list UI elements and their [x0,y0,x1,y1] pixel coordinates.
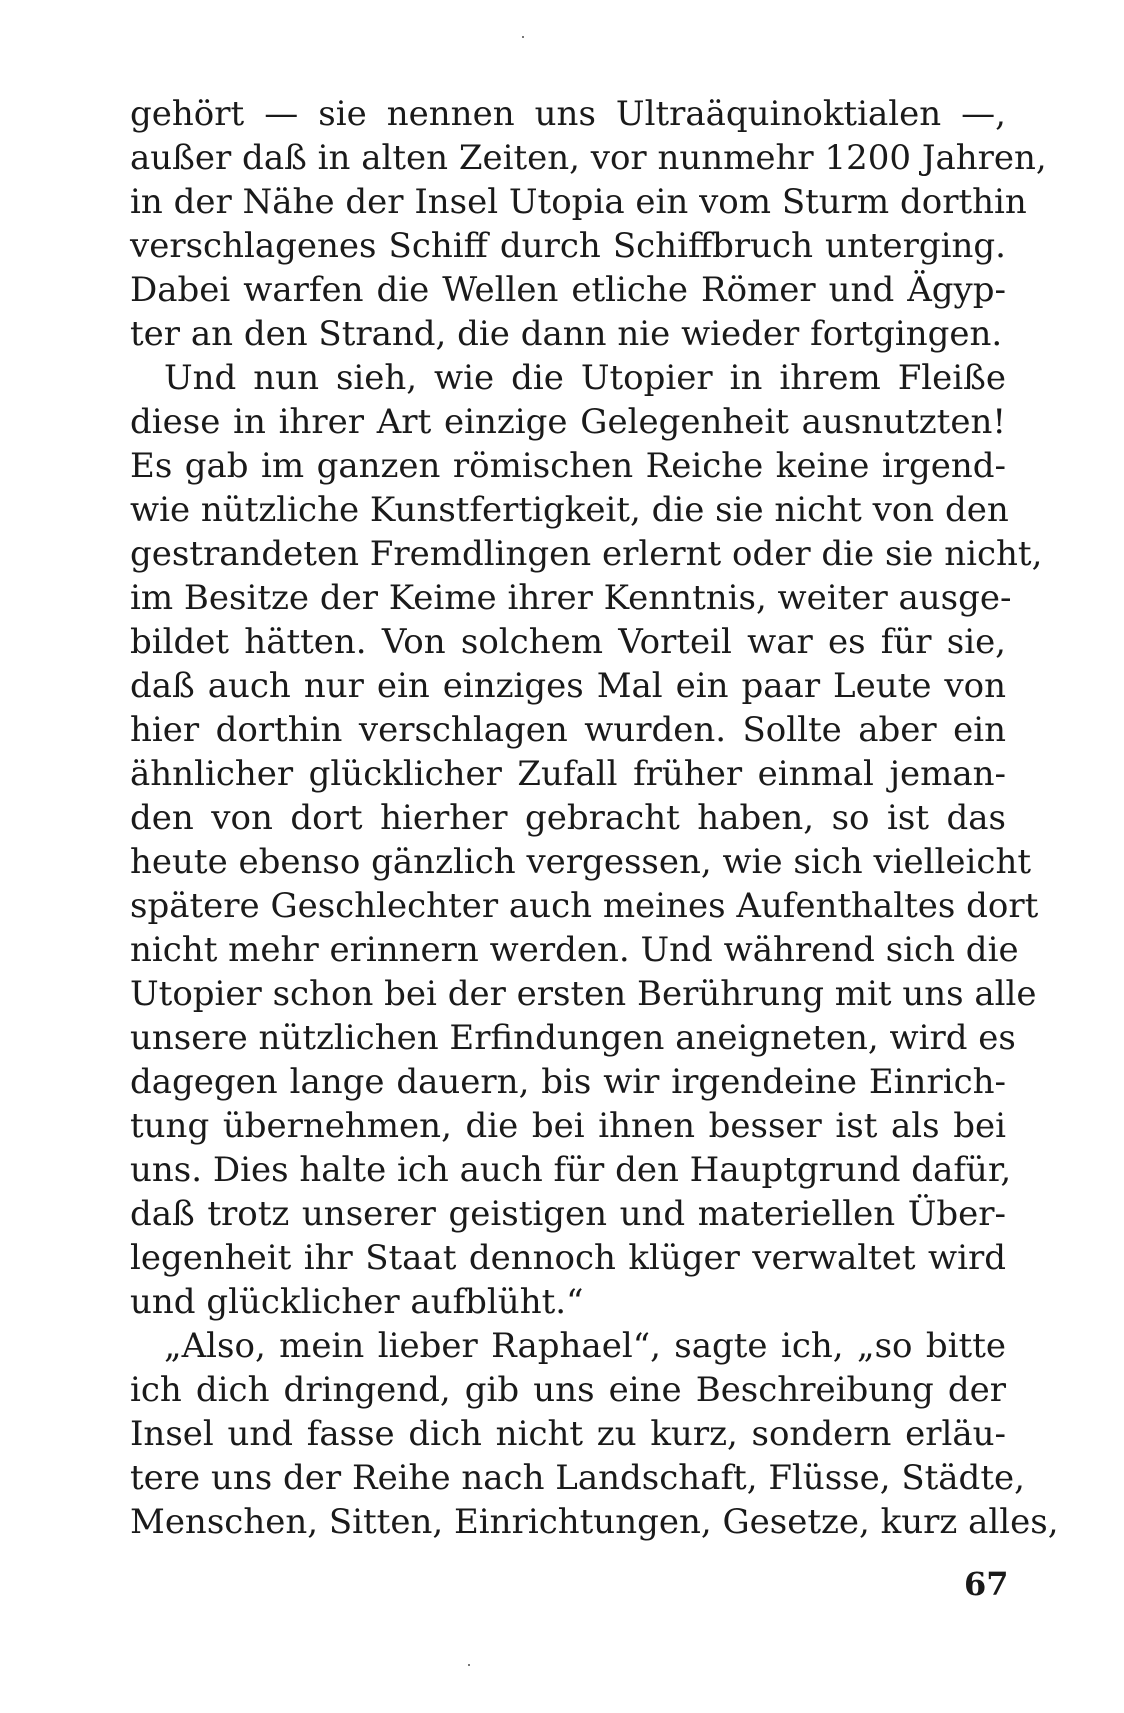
text-line: Menschen, Sitten, Einrichtungen, Gesetze, kurz alles, [130,1502,1059,1542]
page-number: 67 [964,1565,1009,1603]
text-line: uns. Dies halte ich auch für den Hauptgrund dafür, [130,1150,1012,1190]
text-line: spätere Geschlechter auch meines Aufenthaltes dort [130,886,1039,926]
text-line: bildet hätten. Von solchem Vorteil war es für sie, [130,622,1006,662]
text-line: dagegen lange dauern, bis wir irgendeine Einrich- [130,1062,1006,1102]
paper-speck [468,1664,470,1666]
text-line: nicht mehr erinnern werden. Und während sich die [130,930,1019,970]
text-line: tere uns der Reihe nach Landschaft, Flüsse, Städte, [130,1458,1025,1498]
text-line: Utopier schon bei der ersten Berührung mit uns alle [130,974,1037,1014]
text-line: hier dorthin verschlagen wurden. Sollte aber ein [130,710,1006,750]
text-line: ter an den Strand, die dann nie wieder fortgingen. [130,314,1003,354]
text-line: gestrandeten Fremdlingen erlernt oder die sie nicht, [130,534,1043,574]
text-line: gehört — sie nennen uns Ultraäquinoktialen —, [130,94,1006,134]
text-line: verschlagenes Schiff durch Schiffbruch unterging. [130,226,1006,266]
text-line: Es gab im ganzen römischen Reiche keine irgend- [130,446,1006,486]
text-line: tung übernehmen, die bei ihnen besser ist als bei [130,1106,1006,1146]
text-line: den von dort hierher gebracht haben, so ist das [130,798,1006,838]
text-line: und glücklicher aufblüht.“ [130,1282,584,1322]
paper-speck [522,36,524,38]
text-line: heute ebenso gänzlich vergessen, wie sich vielleicht [130,842,1031,882]
text-line: daß trotz unserer geistigen und materiellen Über- [130,1194,1006,1234]
text-line: unsere nützlichen Erfindungen aneigneten, wird es [130,1018,1016,1058]
text-line: ähnlicher glücklicher Zufall früher einmal jeman- [130,754,1006,794]
text-line: in der Nähe der Insel Utopia ein vom Sturm dorthin [130,182,1027,222]
text-line: legenheit ihr Staat dennoch klüger verwaltet wird [130,1238,1006,1278]
text-line: diese in ihrer Art einzige Gelegenheit ausnutzten! [130,402,1006,442]
text-line: außer daß in alten Zeiten, vor nunmehr 1200 Jahren, [130,138,1047,178]
text-line: im Besitze der Keime ihrer Kenntnis, weiter ausge- [130,578,1012,618]
text-line: ich dich dringend, gib uns eine Beschreibung der [130,1370,1006,1410]
paragraph-start-line: „Also, mein lieber Raphael“, sagte ich, „so bitte [164,1326,1006,1366]
text-line: Dabei warfen die Wellen etliche Römer und Ägyp- [130,270,1006,310]
text-line: wie nützliche Kunstfertigkeit, die sie nicht von den [130,490,1009,530]
paragraph-start-line: Und nun sieh, wie die Utopier in ihrem Fleiße [164,358,1006,398]
book-page-text [130,92,1059,1544]
text-line: daß auch nur ein einziges Mal ein paar Leute von [130,666,1006,706]
text-line: Insel und fasse dich nicht zu kurz, sondern erläu- [130,1414,1006,1454]
